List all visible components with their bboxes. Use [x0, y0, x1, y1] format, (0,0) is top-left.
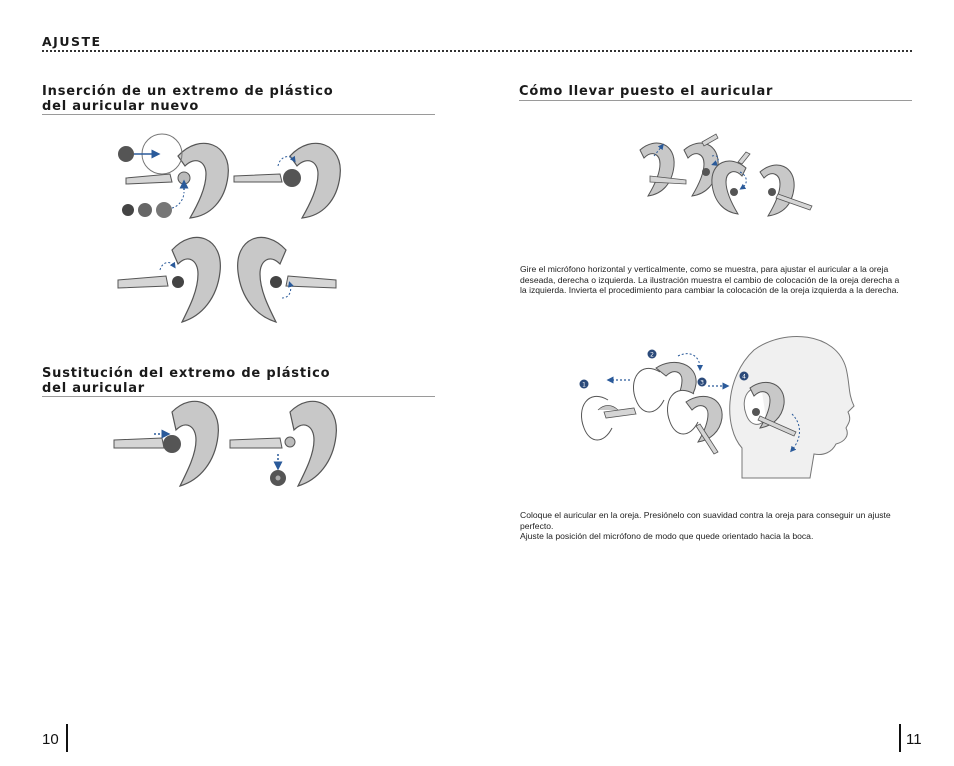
headset-drawing-2 [234, 143, 340, 218]
headset-drawing-1 [118, 134, 228, 218]
insertion-illustration [110, 126, 350, 331]
insertion-heading-rule [42, 114, 435, 115]
replacement-heading [42, 366, 330, 396]
ear-step-1 [581, 396, 636, 440]
headset-drawing-3 [118, 237, 220, 322]
headset-drawing-4 [238, 237, 336, 322]
fit-illustration [574, 328, 854, 478]
page-number-left: 10 [42, 731, 59, 748]
wearing-heading-rule [519, 100, 912, 101]
ear-step-3 [667, 390, 722, 454]
replacement-illustration [110, 402, 340, 492]
fit-instructions [520, 510, 906, 542]
fit-instructions-line2: Ajuste la posición del micrófono de modo que quede orientado hacia la boca. [520, 531, 814, 541]
step-badge-2-label: 2 [650, 351, 654, 359]
insertion-heading [42, 84, 334, 114]
page-number-bar-left [66, 724, 68, 752]
step-badge-2 [648, 350, 657, 359]
headset-rotation-1 [640, 143, 686, 196]
header-dotted-rule [42, 50, 912, 52]
headset-drawing-6 [230, 401, 336, 486]
replacement-heading-line1: Sustitución del extremo de plástico [42, 366, 331, 381]
page-number-right: 11 [906, 731, 922, 748]
step-badge-1-label: 1 [582, 381, 586, 389]
rotation-illustration [620, 132, 820, 222]
wearing-heading: Cómo llevar puesto el auricular [519, 84, 774, 99]
step-badge-3-label: 3 [700, 379, 704, 387]
insertion-heading-line2: del auricular nuevo [42, 99, 200, 114]
head-profile [730, 336, 854, 478]
page-number-bar-right [899, 724, 901, 752]
insertion-heading-line1: Inserción de un extremo de plástico [42, 84, 334, 99]
section-title: AJUSTE [42, 34, 102, 49]
step-badge-3 [698, 378, 707, 387]
step-badge-4-label: 4 [742, 373, 746, 381]
headset-drawing-5 [114, 401, 218, 486]
rotation-instructions: Gire el micrófono horizontal y verticalmente, como se muestra, para ajustar el auricular a la oreja deseada, derecha o izquierda. La ilustración muestra el cambio de colocación de la oreja derecha a la izquierda. Invierta el procedimiento para cambiar la colocación de la oreja izquierda a la derecha. [520, 264, 900, 295]
replacement-heading-rule [42, 396, 435, 397]
step-badge-4 [740, 372, 749, 381]
headset-rotation-4 [760, 165, 812, 216]
replacement-heading-line2: del auricular [42, 381, 145, 396]
step-badge-1 [580, 380, 589, 389]
fit-instructions-line1: Coloque el auricular en la oreja. Presiónelo con suavidad contra la oreja para conseguir un ajuste perfecto. [520, 510, 891, 531]
